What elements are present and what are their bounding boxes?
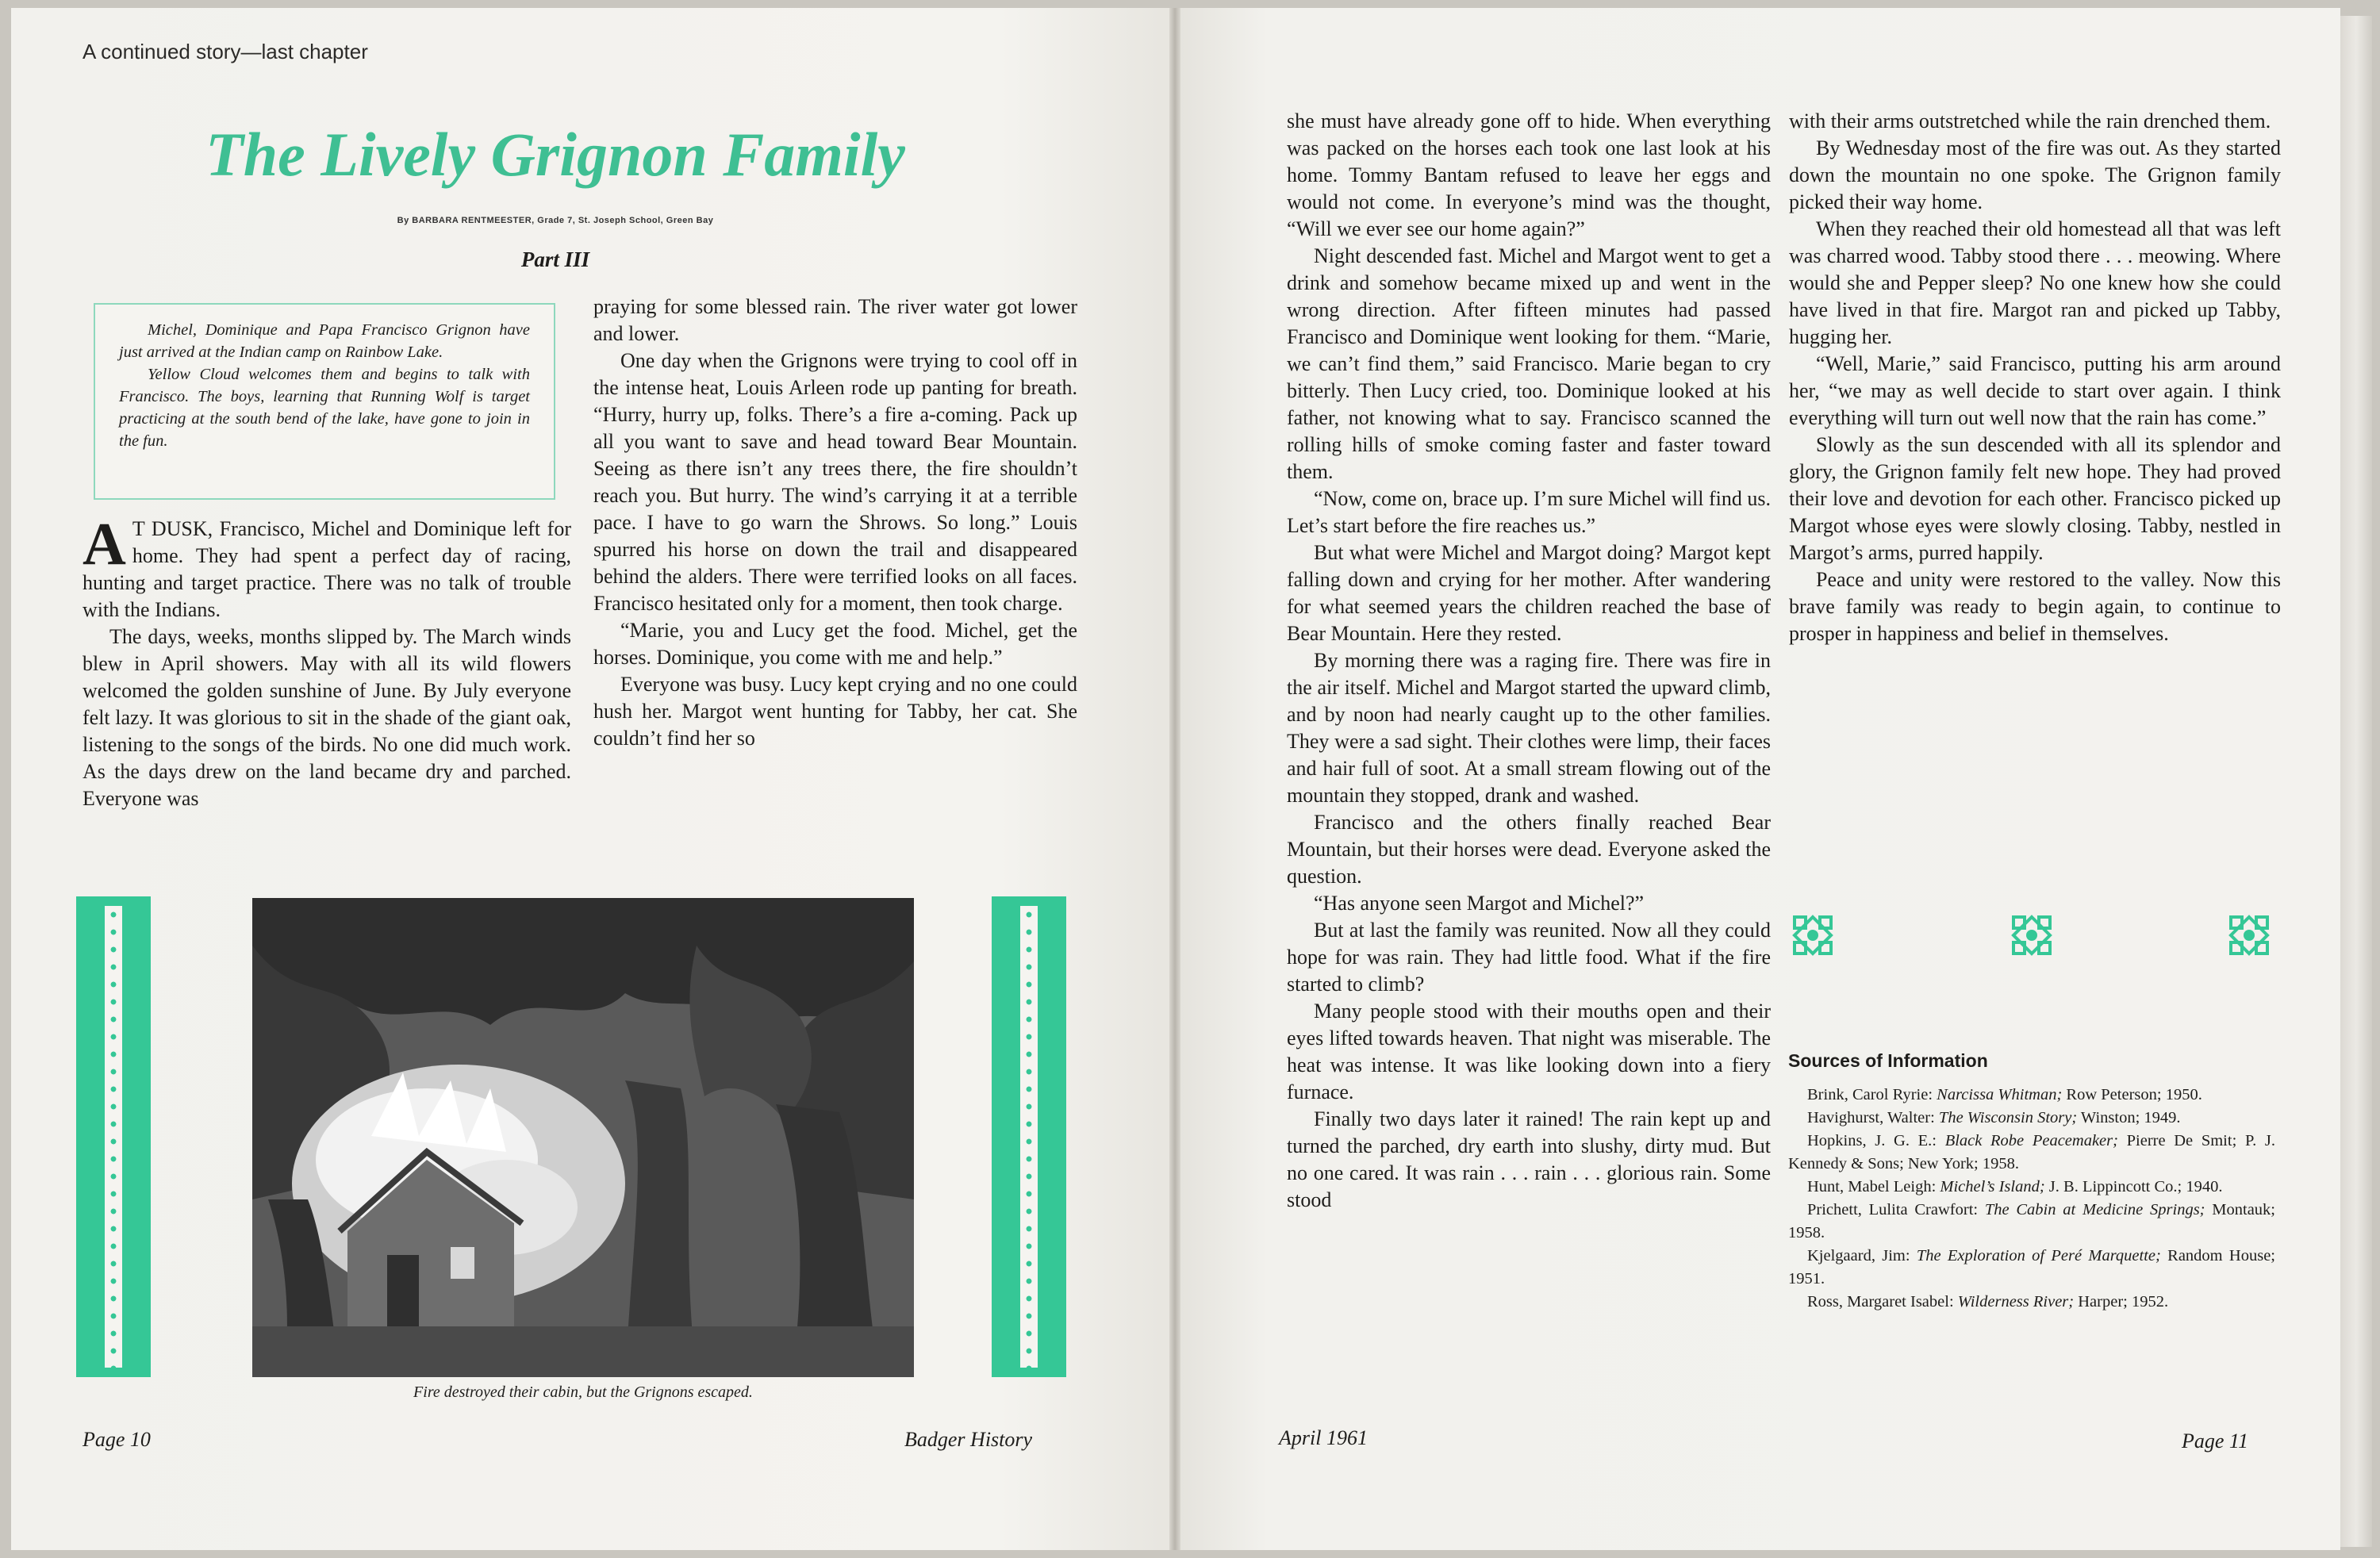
paragraph: “Marie, you and Lucy get the food. Michel, get the horses. Dominique, you come with me and help.” bbox=[593, 619, 1077, 669]
paragraph: By morning there was a raging fire. There was fire in the air itself. Michel and Margot started the upward climb, and by noon had nearly caught up to the other families. They were a sad sight. Their clothes were limp, their faces and hair full of soot. At a small stream flowing out of the mountain they stopped, drank and washed. bbox=[1287, 649, 1771, 807]
synopsis-paragraph: Michel, Dominique and Papa Francisco Grignon have just arrived at the Indian camp on Rainbow Lake. bbox=[119, 321, 530, 361]
gutter bbox=[1169, 8, 1180, 1550]
paragraph: Slowly as the sun descended with all its splendor and glory, the Grignon family felt new hope. They had proved their love and devotion for each other. Francisco picked up Margot whose eyes were slowly closing. Tabby, nestled in Margot’s arms, purred happily. bbox=[1789, 433, 2281, 564]
source-entry bbox=[1788, 1291, 2275, 1314]
source-entry bbox=[1788, 1199, 2275, 1245]
decorative-border-right bbox=[992, 896, 1066, 1377]
byline: By BARBARA RENTMEESTER, Grade 7, St. Joseph School, Green Bay bbox=[397, 216, 714, 225]
source-author: Brink, Carol Ryrie: bbox=[1807, 1086, 1937, 1103]
source-entry bbox=[1788, 1130, 2275, 1176]
decorative-border-left bbox=[76, 896, 151, 1377]
paragraph: she must have already gone off to hide. When everything was packed on the horses each took one last look at his home. Tommy Bantam refused to leave her eggs and would not come. In everyone’s mind was the thought, “Will we ever see our home again?” bbox=[1287, 109, 1771, 240]
paragraph: But what were Michel and Margot doing? Margot kept falling down and crying for her mother. After wandering for what seemed years the children reached the base of Bear Mountain. Here they rested. bbox=[1287, 541, 1771, 645]
source-entry bbox=[1788, 1176, 2275, 1199]
column-1 bbox=[83, 511, 571, 812]
page-number-left: Page 10 bbox=[83, 1428, 151, 1451]
source-author: Ross, Margaret Isabel: bbox=[1807, 1293, 1958, 1310]
paragraph: with their arms outstretched while the rain drenched them. bbox=[1789, 109, 2271, 132]
source-publisher: J. B. Lippincott Co.; 1940. bbox=[2044, 1178, 2223, 1195]
source-title: The Cabin at Medicine Springs; bbox=[1984, 1201, 2205, 1218]
ornament-icon bbox=[1790, 912, 1836, 958]
source-title: The Wisconsin Story; bbox=[1938, 1109, 2078, 1126]
source-publisher: Harper; 1952. bbox=[2074, 1293, 2169, 1310]
source-publisher: Pierre De Smit; P. J. Kennedy & Sons; New York; 1958. bbox=[1788, 1132, 2275, 1172]
paragraph-text: T DUSK, Francisco, Michel and Dominique left for home. They had spent a perfect day of racing, hunting and target practice. There was no talk of trouble with the Indians. bbox=[83, 517, 571, 621]
synopsis-paragraph: Yellow Cloud welcomes them and begins to talk with Francisco. The boys, learning that Running Wolf is target practicing at the south bend of the lake, have gone to join in the fun. bbox=[119, 366, 530, 450]
paragraph: Finally two days later it rained! The rain kept up and turned the parched, dry earth into slushy, dirty mud. But no one cared. It was rain . . . rain . . . glorious rain. Some stood bbox=[1287, 1107, 1771, 1211]
paragraph: “Has anyone seen Margot and Michel?” bbox=[1314, 892, 1645, 915]
column-4 bbox=[1789, 108, 2281, 647]
paragraph: “Well, Marie,” said Francisco, putting his arm around her, “we may as well decide to start over again. I think everything will turn out well now that the rain has come.” bbox=[1789, 352, 2281, 429]
paragraph: “Now, come on, brace up. I’m sure Michel will find us. Let’s start before the fire reaches us.” bbox=[1287, 487, 1771, 537]
source-author: Hopkins, J. G. E.: bbox=[1807, 1132, 1945, 1149]
source-entry bbox=[1788, 1245, 2275, 1291]
part-heading: Part III bbox=[520, 248, 590, 271]
page-edge bbox=[2340, 16, 2372, 1547]
paragraph: praying for some blessed rain. The river water got lower and lower. bbox=[593, 295, 1077, 345]
source-author: Prichett, Lulita Crawfort: bbox=[1807, 1201, 1985, 1218]
drop-cap: A bbox=[83, 511, 126, 578]
paragraph: One day when the Grignons were trying to cool off in the intense heat, Louis Arleen rode up panting for breath. “Hurry, hurry up, folks. There’s a fire a-coming. Pack up all you want to save and head toward Bear Mountain. Seeing as there isn’t any trees there, the fire shouldn’t reach you. But hurry. The wind’s carrying it at a terrible pace. I have to go warn the Shrows. So long.” Louis spurred his horse on down the trail and disappeared behind the alders. There were terrified looks on all faces. Francisco hesitated only for a moment, then took charge. bbox=[593, 349, 1077, 615]
publication-name: Badger History bbox=[904, 1428, 1033, 1451]
synopsis-box bbox=[94, 303, 555, 500]
source-title: The Exploration of Peré Marquette; bbox=[1916, 1247, 2161, 1264]
column-2 bbox=[593, 294, 1077, 752]
source-title: Michel’s Island; bbox=[1940, 1178, 2045, 1195]
paragraph: Night descended fast. Michel and Margot went to get a drink and somehow became mixed up and went in the wrong direction. After fifteen minutes had passed Francisco and Dominique went looking for them. “Marie, we can’t find them,” said Francisco. Marie began to cry bitterly. Then Lucy cried, too. Dominique looked at his father, not knowing what to say. Francisco scanned the rolling hills of smoke coming faster and faster toward them. bbox=[1287, 244, 1771, 483]
source-publisher: Montauk; 1958. bbox=[1788, 1201, 2276, 1241]
issue-date: April 1961 bbox=[1279, 1426, 1368, 1449]
source-entry bbox=[1788, 1084, 2275, 1107]
source-entry bbox=[1788, 1107, 2275, 1130]
source-author: Hunt, Mabel Leigh: bbox=[1807, 1178, 1940, 1195]
kicker: A continued story—last chapter bbox=[83, 40, 368, 63]
source-title: Wilderness River; bbox=[1957, 1293, 2075, 1310]
source-title: Black Robe Peacemaker; bbox=[1944, 1132, 2118, 1149]
paragraph: The days, weeks, months slipped by. The March winds blew in April showers. May with all its wild flowers welcomed the golden sunshine of June. By July everyone felt lazy. It was glorious to sit in the shade of the giant oak, listening to the songs of the birds. No one did much work. As the days drew on the land became dry and parched. Everyone was bbox=[83, 625, 571, 810]
sources-heading: Sources of Information bbox=[1788, 1050, 1988, 1071]
sources-list bbox=[1788, 1084, 2275, 1314]
ornament-icon bbox=[2226, 912, 2272, 958]
paragraph: When they reached their old homestead all that was left was charred wood. Tabby stood there . . . meowing. Where would she and Pepper sleep? No one knew how she could have lived in that fire. Margot ran and picked up Tabby, hugging her. bbox=[1789, 217, 2281, 348]
ornament-icon bbox=[2009, 912, 2055, 958]
fire-illustration bbox=[252, 898, 914, 1377]
paragraph: By Wednesday most of the fire was out. As they started down the mountain no one spoke. The Grignon family picked their way home. bbox=[1789, 136, 2281, 213]
paragraph: Everyone was busy. Lucy kept crying and no one could hush her. Margot went hunting for Tabby, her cat. She couldn’t find her so bbox=[593, 673, 1077, 750]
source-publisher: Winston; 1949. bbox=[2077, 1109, 2181, 1126]
paragraph: Many people stood with their mouths open and their eyes lifted towards heaven. That night was miserable. The heat was intense. It was like looking down into a fiery furnace. bbox=[1287, 1000, 1771, 1103]
source-author: Havighurst, Walter: bbox=[1807, 1109, 1939, 1126]
source-publisher: Row Peterson; 1950. bbox=[2062, 1086, 2202, 1103]
paragraph: Francisco and the others finally reached Bear Mountain, but their horses were dead. Everyone asked the question. bbox=[1287, 811, 1771, 888]
paragraph: Peace and unity were restored to the valley. Now this brave family was ready to begin again, to continue to prosper in happiness and belief in themselves. bbox=[1789, 568, 2281, 645]
story-title: The Lively Grignon Family bbox=[205, 120, 905, 189]
source-author: Kjelgaard, Jim: bbox=[1807, 1247, 1917, 1264]
column-3 bbox=[1287, 108, 1771, 1214]
paragraph: But at last the family was reunited. Now all they could hope for was rain. They had little food. What if the fire started to climb? bbox=[1287, 919, 1771, 996]
paragraph bbox=[83, 511, 571, 624]
page-number-right: Page 11 bbox=[2182, 1429, 2248, 1452]
illustration-caption: Fire destroyed their cabin, but the Grignons escaped. bbox=[413, 1383, 753, 1401]
source-publisher: Random House; 1951. bbox=[1788, 1247, 2275, 1287]
source-title: Narcissa Whitman; bbox=[1937, 1086, 2063, 1103]
